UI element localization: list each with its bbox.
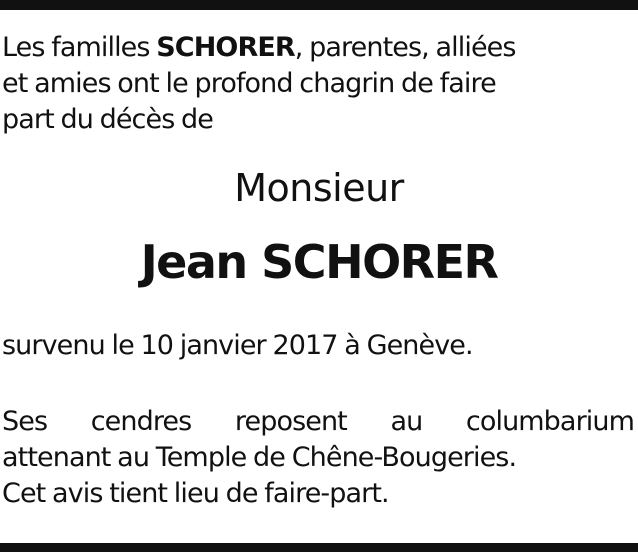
deceased-name: Jean SCHORER [140, 235, 498, 289]
death-statement: survenu le 10 janvier 2017 à Genève. [2, 330, 473, 361]
closing-line-1: Ses cendres reposent au columbarium [2, 406, 634, 437]
intro-line-2: et amies ont le profond chagrin de faire [2, 68, 496, 99]
closing-line-3: Cet avis tient lieu de faire-part. [2, 478, 389, 509]
top-border-rule [0, 0, 638, 10]
intro-line-1 [2, 30, 634, 66]
bottom-border-rule [0, 543, 638, 552]
closing-line-2: attenant au Temple de Chêne-Bougeries. [2, 442, 517, 473]
intro-paragraph [2, 30, 634, 138]
honorific-title: Monsieur [234, 166, 404, 210]
intro-line-3: part du décès de [2, 104, 213, 135]
closing-paragraph [2, 404, 634, 512]
family-name: SCHORER [156, 32, 295, 63]
intro-rest: , parentes, alliées [294, 32, 516, 63]
intro-lead: Les familles [2, 32, 157, 63]
